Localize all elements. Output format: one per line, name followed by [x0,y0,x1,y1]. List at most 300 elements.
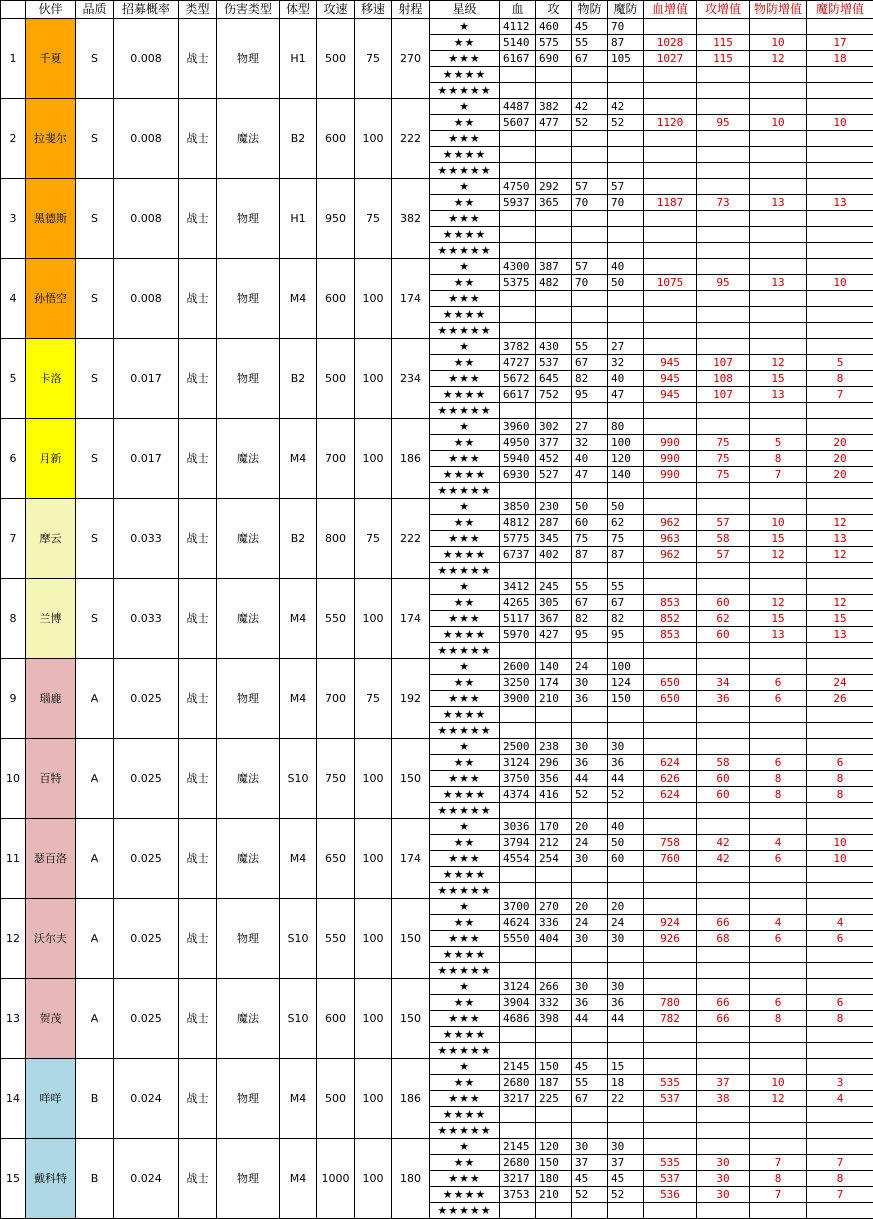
cell-atk-inc [697,323,750,339]
cell-hp [500,1107,536,1123]
cell-mdef [608,867,644,883]
cell-mdef-inc: 20 [807,467,873,483]
star-level: ★ [430,899,500,915]
cell-atk: 336 [536,915,572,931]
cell-pdef: 45 [572,19,608,35]
cell-atk-inc [697,19,750,35]
partner-name: 贺茂 [26,979,76,1059]
partner-name: 月新 [26,419,76,499]
cell-mdef: 70 [608,195,644,211]
cell-atk: 140 [536,659,572,675]
star-level: ★★★★★ [430,163,500,179]
cell-pdef: 47 [572,467,608,483]
cell-mdef: 100 [608,435,644,451]
cell-hp [500,1043,536,1059]
partner-body: M4 [280,1139,317,1219]
cell-pdef-inc [750,947,807,963]
partner-name: 千夏 [26,19,76,99]
cell-pdef-inc [750,819,807,835]
cell-atk [536,163,572,179]
partner-type: 战士 [179,339,217,419]
cell-atk-inc: 38 [697,1091,750,1107]
cell-mdef-inc: 10 [807,835,873,851]
partner-atk-speed: 700 [317,419,355,499]
cell-pdef: 60 [572,515,608,531]
cell-pdef-inc: 7 [750,1187,807,1203]
cell-atk-inc [697,179,750,195]
partner-body: S10 [280,979,317,1059]
cell-hp [500,211,536,227]
cell-mdef-inc [807,659,873,675]
header-pdef: 物防 [572,1,608,19]
cell-pdef-inc: 12 [750,547,807,563]
partner-type: 战士 [179,739,217,819]
cell-pdef-inc [750,1203,807,1219]
cell-pdef-inc: 12 [750,595,807,611]
partner-body: M4 [280,1059,317,1139]
cell-mdef-inc [807,979,873,995]
cell-hp-inc: 650 [644,691,697,707]
partner-body: S10 [280,899,317,979]
cell-pdef: 50 [572,499,608,515]
cell-hp [500,947,536,963]
cell-atk: 416 [536,787,572,803]
cell-atk [536,883,572,899]
partner-name: 兰博 [26,579,76,659]
cell-pdef [572,227,608,243]
cell-mdef-inc [807,483,873,499]
cell-pdef: 32 [572,435,608,451]
cell-mdef-inc [807,243,873,259]
cell-mdef [608,707,644,723]
cell-pdef-inc [750,179,807,195]
partner-type: 战士 [179,579,217,659]
cell-pdef-inc [750,723,807,739]
star-level: ★★★★ [430,707,500,723]
cell-mdef: 30 [608,1139,644,1155]
partner-index: 2 [1,99,26,179]
cell-mdef: 60 [608,851,644,867]
cell-atk-inc [697,579,750,595]
cell-atk-inc [697,1139,750,1155]
cell-hp [500,707,536,723]
partner-move-speed: 75 [355,179,392,259]
cell-atk-inc [697,259,750,275]
cell-atk-inc [697,99,750,115]
cell-hp [500,643,536,659]
partner-type: 战士 [179,99,217,179]
cell-mdef-inc: 8 [807,787,873,803]
cell-hp-inc [644,723,697,739]
cell-mdef: 120 [608,451,644,467]
cell-hp [500,163,536,179]
cell-atk [536,1027,572,1043]
cell-pdef-inc [750,979,807,995]
partner-recruit-rate: 0.025 [114,819,179,899]
header-recruit-rate: 招募概率 [114,1,179,19]
cell-mdef: 67 [608,595,644,611]
cell-atk: 187 [536,1075,572,1091]
partner-atk-speed: 600 [317,99,355,179]
cell-pdef-inc: 7 [750,467,807,483]
star-level: ★★★★★ [430,323,500,339]
cell-hp-inc: 1187 [644,195,697,211]
cell-hp: 4727 [500,355,536,371]
cell-atk: 345 [536,531,572,547]
cell-atk-inc [697,419,750,435]
partner-atk-speed: 700 [317,659,355,739]
cell-mdef [608,643,644,659]
partner-atk-speed: 500 [317,1059,355,1139]
cell-hp-inc: 535 [644,1155,697,1171]
cell-atk-inc: 75 [697,467,750,483]
table-row [1,419,873,435]
cell-mdef: 32 [608,355,644,371]
cell-mdef [608,963,644,979]
cell-atk [536,963,572,979]
cell-hp: 5970 [500,627,536,643]
partner-quality: A [76,819,114,899]
partner-recruit-rate: 0.025 [114,979,179,1059]
cell-hp-inc: 926 [644,931,697,947]
header-partner: 伙伴 [26,1,76,19]
cell-hp: 3217 [500,1091,536,1107]
cell-mdef: 30 [608,979,644,995]
partner-quality: A [76,979,114,1059]
cell-atk [536,947,572,963]
cell-pdef-inc: 13 [750,387,807,403]
cell-hp-inc [644,803,697,819]
star-level: ★★ [430,1075,500,1091]
cell-hp: 5375 [500,275,536,291]
partner-quality: S [76,259,114,339]
cell-pdef-inc [750,419,807,435]
cell-atk-inc [697,979,750,995]
partner-move-speed: 100 [355,1139,392,1219]
cell-atk: 382 [536,99,572,115]
star-level: ★★★★★ [430,643,500,659]
partner-damage-type: 物理 [217,339,280,419]
cell-pdef-inc: 8 [750,787,807,803]
cell-hp-inc: 1075 [644,275,697,291]
cell-hp-inc [644,99,697,115]
partner-recruit-rate: 0.017 [114,419,179,499]
partner-damage-type: 物理 [217,259,280,339]
cell-atk-inc [697,1043,750,1059]
cell-hp-inc [644,131,697,147]
star-level: ★★★★★ [430,1203,500,1219]
cell-hp: 6617 [500,387,536,403]
cell-mdef-inc: 8 [807,371,873,387]
cell-atk-inc: 42 [697,835,750,851]
cell-pdef-inc: 15 [750,531,807,547]
header-atk-inc: 攻增值 [697,1,750,19]
star-level: ★★★★★ [430,83,500,99]
table-row [1,739,873,755]
cell-mdef: 44 [608,771,644,787]
cell-atk: 404 [536,931,572,947]
cell-mdef-inc [807,67,873,83]
cell-mdef [608,723,644,739]
cell-hp-inc [644,1123,697,1139]
star-level: ★★★ [430,451,500,467]
cell-mdef-inc [807,1043,873,1059]
cell-hp [500,131,536,147]
cell-hp: 3700 [500,899,536,915]
cell-pdef [572,1043,608,1059]
partner-body: M4 [280,659,317,739]
star-level: ★★★★ [430,387,500,403]
cell-hp: 3960 [500,419,536,435]
cell-atk [536,723,572,739]
cell-hp: 3412 [500,579,536,595]
cell-atk: 332 [536,995,572,1011]
cell-atk-inc: 60 [697,787,750,803]
cell-hp: 3124 [500,979,536,995]
cell-mdef [608,147,644,163]
partner-index: 12 [1,899,26,979]
cell-atk [536,307,572,323]
cell-pdef [572,707,608,723]
cell-pdef: 30 [572,979,608,995]
cell-atk-inc: 75 [697,451,750,467]
cell-pdef [572,163,608,179]
cell-mdef [608,803,644,819]
partner-name: 孙悟空 [26,259,76,339]
cell-atk-inc [697,131,750,147]
cell-pdef: 57 [572,179,608,195]
cell-atk: 402 [536,547,572,563]
partner-quality: A [76,659,114,739]
cell-pdef-inc: 6 [750,691,807,707]
cell-mdef-inc: 24 [807,675,873,691]
star-level: ★★★★ [430,547,500,563]
cell-mdef: 100 [608,659,644,675]
cell-pdef: 44 [572,1011,608,1027]
cell-mdef-inc [807,419,873,435]
cell-hp-inc [644,707,697,723]
cell-atk-inc [697,643,750,659]
cell-pdef [572,883,608,899]
cell-pdef: 55 [572,339,608,355]
header-row [1,1,873,19]
cell-pdef [572,147,608,163]
header-mdef: 魔防 [608,1,644,19]
cell-mdef: 24 [608,915,644,931]
cell-pdef [572,1123,608,1139]
cell-mdef-inc [807,211,873,227]
cell-atk-inc [697,307,750,323]
cell-hp-inc [644,403,697,419]
star-level: ★★★★ [430,947,500,963]
cell-pdef-inc [750,259,807,275]
partner-atk-speed: 650 [317,819,355,899]
star-level: ★★ [430,115,500,131]
cell-hp-inc [644,483,697,499]
cell-atk: 170 [536,819,572,835]
partner-quality: S [76,19,114,99]
cell-pdef-inc [750,99,807,115]
cell-atk [536,483,572,499]
cell-atk: 645 [536,371,572,387]
cell-atk-inc [697,339,750,355]
partner-body: H1 [280,179,317,259]
cell-pdef-inc [750,1139,807,1155]
cell-atk: 752 [536,387,572,403]
cell-mdef [608,131,644,147]
cell-mdef: 140 [608,467,644,483]
star-level: ★ [430,739,500,755]
cell-atk [536,211,572,227]
star-level: ★★★★★ [430,403,500,419]
partner-range: 150 [392,739,430,819]
cell-mdef-inc: 12 [807,515,873,531]
cell-mdef: 80 [608,419,644,435]
cell-atk: 266 [536,979,572,995]
cell-mdef-inc [807,899,873,915]
cell-mdef: 55 [608,579,644,595]
cell-atk-inc [697,67,750,83]
star-level: ★★★★★ [430,963,500,979]
cell-mdef-inc [807,291,873,307]
cell-pdef-inc [750,707,807,723]
cell-hp: 3036 [500,819,536,835]
star-level: ★ [430,19,500,35]
cell-pdef: 67 [572,355,608,371]
cell-atk: 287 [536,515,572,531]
partner-damage-type: 魔法 [217,419,280,499]
cell-pdef: 24 [572,915,608,931]
cell-hp-inc [644,67,697,83]
cell-atk-inc: 30 [697,1171,750,1187]
cell-pdef: 30 [572,675,608,691]
cell-mdef [608,947,644,963]
partner-quality: S [76,99,114,179]
cell-atk: 238 [536,739,572,755]
partner-type: 战士 [179,19,217,99]
cell-hp: 3900 [500,691,536,707]
cell-pdef [572,307,608,323]
cell-atk-inc [697,867,750,883]
cell-pdef-inc [750,323,807,339]
partner-damage-type: 物理 [217,1059,280,1139]
cell-hp [500,963,536,979]
cell-pdef-inc: 15 [750,371,807,387]
partner-name: 瑙鹿 [26,659,76,739]
star-level: ★★★ [430,371,500,387]
cell-atk: 427 [536,627,572,643]
star-level: ★★★★★ [430,1043,500,1059]
star-level: ★ [430,659,500,675]
cell-atk: 305 [536,595,572,611]
cell-mdef [608,483,644,499]
cell-mdef-inc [807,1027,873,1043]
cell-hp [500,227,536,243]
cell-hp: 6930 [500,467,536,483]
partner-body: B2 [280,99,317,179]
cell-atk-inc [697,403,750,419]
cell-hp-inc [644,323,697,339]
cell-atk-inc [697,899,750,915]
cell-pdef-inc [750,291,807,307]
cell-mdef-inc: 6 [807,995,873,1011]
cell-atk [536,1203,572,1219]
cell-atk [536,403,572,419]
cell-pdef: 70 [572,195,608,211]
cell-pdef [572,323,608,339]
partner-name: 沃尔夫 [26,899,76,979]
partner-quality: A [76,739,114,819]
star-level: ★★★★ [430,787,500,803]
star-level: ★ [430,1139,500,1155]
cell-hp: 5550 [500,931,536,947]
cell-atk-inc [697,1203,750,1219]
cell-hp-inc [644,643,697,659]
cell-mdef: 47 [608,387,644,403]
partner-recruit-rate: 0.025 [114,739,179,819]
cell-mdef-inc [807,963,873,979]
cell-pdef: 67 [572,1091,608,1107]
partner-atk-speed: 500 [317,19,355,99]
cell-mdef [608,1123,644,1139]
cell-atk-inc [697,563,750,579]
partner-type: 战士 [179,979,217,1059]
cell-pdef-inc: 10 [750,35,807,51]
cell-hp: 2600 [500,659,536,675]
cell-hp: 3750 [500,771,536,787]
partner-quality: B [76,1059,114,1139]
cell-hp-inc: 945 [644,371,697,387]
cell-mdef-inc: 20 [807,435,873,451]
cell-atk: 367 [536,611,572,627]
partner-recruit-rate: 0.008 [114,179,179,259]
star-level: ★ [430,339,500,355]
cell-mdef: 57 [608,179,644,195]
cell-mdef-inc [807,1059,873,1075]
cell-hp: 2145 [500,1139,536,1155]
cell-mdef-inc [807,227,873,243]
table-row [1,819,873,835]
star-level: ★★★★★ [430,563,500,579]
cell-pdef: 75 [572,531,608,547]
cell-atk: 365 [536,195,572,211]
star-level: ★★★ [430,691,500,707]
star-level: ★★★ [430,1091,500,1107]
cell-pdef: 95 [572,387,608,403]
cell-mdef: 44 [608,1011,644,1027]
partner-damage-type: 物理 [217,1139,280,1219]
star-level: ★★★ [430,771,500,787]
partner-damage-type: 魔法 [217,819,280,899]
partner-quality: S [76,419,114,499]
partner-name: 戴科特 [26,1139,76,1219]
cell-mdef [608,883,644,899]
partner-atk-speed: 800 [317,499,355,579]
cell-mdef: 70 [608,19,644,35]
cell-hp-inc: 945 [644,355,697,371]
cell-hp-inc: 963 [644,531,697,547]
star-level: ★★★★ [430,227,500,243]
partner-index: 9 [1,659,26,739]
cell-mdef: 87 [608,35,644,51]
star-level: ★★ [430,755,500,771]
cell-mdef: 75 [608,531,644,547]
cell-atk: 225 [536,1091,572,1107]
partner-move-speed: 100 [355,979,392,1059]
cell-mdef-inc [807,131,873,147]
cell-pdef-inc [750,1107,807,1123]
table-body [1,1,873,1219]
